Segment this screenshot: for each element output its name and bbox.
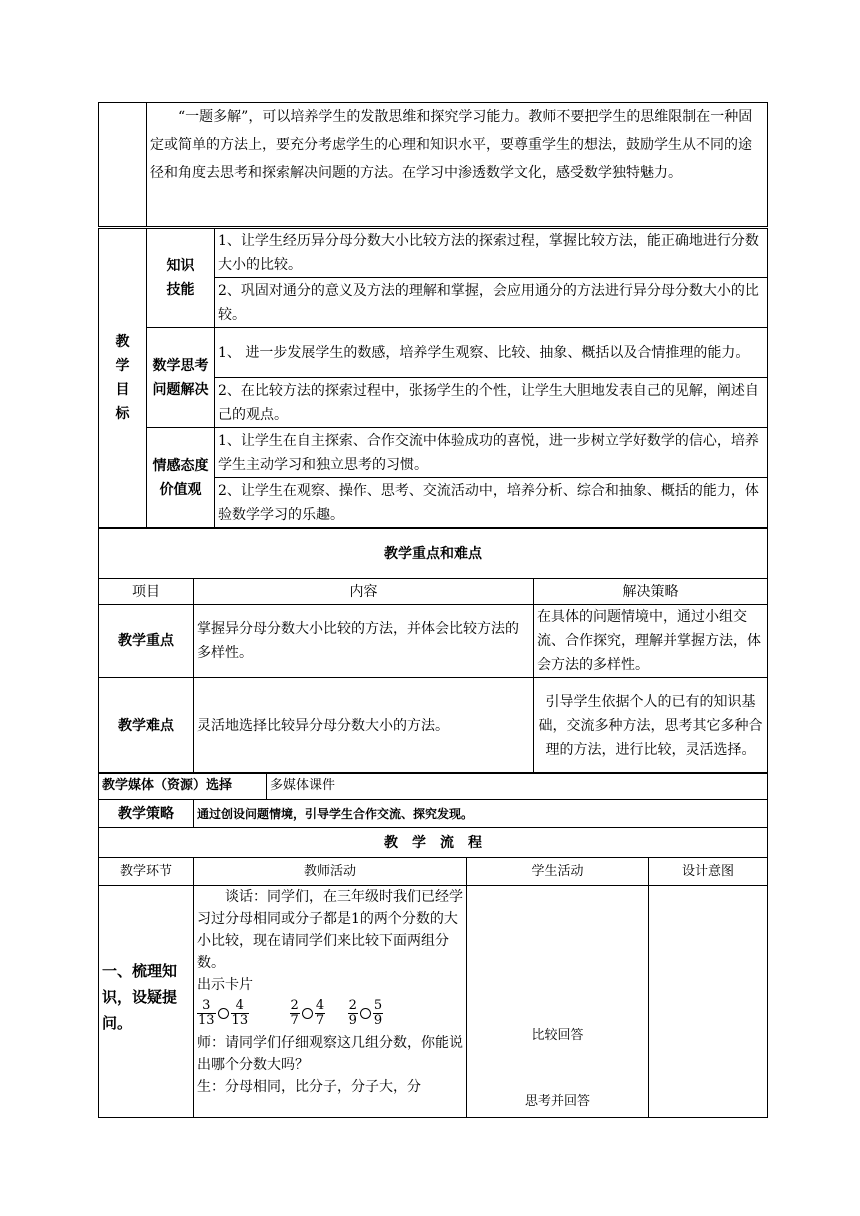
teacher-line: 师：请同学们仔细观察这几组分数，你能说出哪个分数大吗？ (197, 1035, 463, 1073)
denominator: 9 (373, 1013, 383, 1028)
fraction-pair (348, 998, 384, 1028)
flow-header-stage: 教学环节 (99, 858, 194, 886)
numerator: 3 (197, 999, 216, 1014)
key-points-table (98, 528, 768, 774)
group-name-line: 问题解决 (152, 381, 209, 398)
denominator: 13 (231, 1013, 249, 1028)
objectives-label-char: 学 (115, 358, 130, 374)
denominator: 7 (315, 1013, 325, 1028)
numerator: 4 (315, 998, 325, 1013)
media-value: 多媒体课件 (267, 773, 768, 800)
flow-header-student: 学生活动 (467, 858, 649, 886)
denominator: 9 (348, 1013, 357, 1028)
denominator: 13 (198, 1013, 215, 1028)
objective-group-knowledge (147, 229, 215, 328)
group-name-line: 知识 (166, 258, 195, 274)
objectives-label-char: 教 (115, 334, 130, 350)
strategy-table (98, 799, 768, 828)
group-name-line: 价值观 (159, 481, 202, 498)
compare-circle-icon (218, 1008, 229, 1019)
header-content: 内容 (194, 579, 534, 605)
flow-design-intent (649, 886, 768, 1118)
objective-item: 1、让学生在自主探索、合作交流中体验成功的喜悦，进一步树立学好数学的信心，培养学生主动学习和独立思考的习惯。 (215, 428, 768, 478)
objectives-label-char: 目 (115, 382, 130, 398)
numerator: 2 (290, 998, 299, 1013)
fraction (315, 999, 325, 1028)
header-item: 项目 (99, 579, 194, 605)
fraction-pair (197, 998, 254, 1028)
objectives-label-char: 标 (115, 406, 130, 422)
strategy-label: 教学策略 (99, 800, 194, 828)
objectives-table (98, 228, 768, 528)
group-name-line: 情感态度 (152, 457, 209, 474)
media-label: 教学媒体（资源）选择 (99, 773, 267, 800)
flow-student-activity (467, 886, 649, 1118)
key-points-title: 教学重点和难点 (99, 529, 768, 579)
group-name-line: 技能 (166, 282, 195, 298)
objectives-label (99, 229, 147, 528)
flow-header-teacher: 教师活动 (194, 858, 467, 886)
difficulty-strategy: 引导学生依据个人的已有的知识基础，交流多种方法，思考其它多种合理的方法，进行比较，灵活选择。 (534, 678, 768, 774)
teacher-line: 生：分母相同，比分子，分子大，分 (197, 1079, 421, 1095)
student-activity-1: 比较回答 (531, 1028, 584, 1043)
flow-title: 教 学 流 程 (99, 828, 768, 858)
teacher-line: 谈话：同学们，在三年级时我们已经学习过分母相同或分子都是1的两个分数的大小比较，现在请同学们来比较下面两组分数。 (197, 889, 463, 971)
fraction (197, 999, 216, 1028)
intro-table (98, 102, 768, 227)
key-point-content: 掌握异分母分数大小比较的方法，并体会比较方法的多样性。 (194, 605, 534, 678)
difficulty-label: 教学难点 (99, 678, 194, 774)
media-table (98, 772, 768, 800)
teacher-line: 出示卡片 (197, 977, 253, 993)
intro-left-cell (99, 103, 147, 227)
fraction (290, 999, 300, 1028)
key-point-strategy: 在具体的问题情境中，通过小组交流、合作探究，理解并掌握方法，体会方法的多样性。 (534, 605, 768, 678)
compare-circle-icon (302, 1008, 313, 1019)
intro-paragraph: “一题多解”，可以培养学生的发散思维和探究学习能力。教师不要把学生的思维限制在一种固定或简单的方法上，要充分考虑学生的心理和知识水平，要尊重学生的想法，鼓励学生从不同的途径和角度去思考和探索解决问题的方法。在学习中渗透数学文化，感受数学独特魅力。 (147, 103, 768, 227)
flow-teacher-activity (194, 886, 467, 1118)
numerator: 2 (348, 998, 357, 1013)
objective-group-attitude (147, 428, 215, 528)
denominator: 7 (290, 1013, 299, 1028)
numerator: 4 (231, 999, 250, 1014)
flow-table (98, 827, 768, 1118)
numerator: 5 (373, 998, 383, 1013)
compare-circle-icon (360, 1008, 371, 1019)
fraction (231, 999, 250, 1028)
flow-header-intent: 设计意图 (649, 858, 768, 886)
fraction (348, 999, 358, 1028)
objective-item: 2、让学生在观察、操作、思考、交流活动中，培养分析、综合和抽象、概括的能力，体验数学学习的乐趣。 (215, 478, 768, 528)
fraction-cards (197, 999, 463, 1028)
objective-item: 1、让学生经历异分母分数大小比较方法的探索过程，掌握比较方法，能正确地进行分数大小的比较。 (215, 229, 768, 278)
strategy-value: 通过创设问题情境，引导学生合作交流、探究发现。 (194, 800, 768, 828)
objective-item: 1、 进一步发展学生的数感，培养学生观察、比较、抽象、概括以及合情推理的能力。 (215, 328, 768, 378)
difficulty-content: 灵活地选择比较异分母分数大小的方法。 (194, 678, 534, 774)
student-activity-2: 思考并回答 (524, 1094, 590, 1109)
objective-item: 2、巩固对通分的意义及方法的理解和掌握，会应用通分的方法进行异分母分数大小的比较。 (215, 278, 768, 328)
header-strategy: 解决策略 (534, 579, 768, 605)
fraction (373, 999, 383, 1028)
fraction-pair (290, 998, 330, 1028)
objective-item: 2、在比较方法的探索过程中，张扬学生的个性，让学生大胆地发表自己的见解，阐述自己的观点。 (215, 378, 768, 428)
key-point-label: 教学重点 (99, 605, 194, 678)
flow-stage: 一、梳理知识，设疑提问。 (99, 886, 194, 1118)
objective-group-thinking (147, 328, 215, 428)
group-name-line: 数学思考 (152, 357, 209, 374)
